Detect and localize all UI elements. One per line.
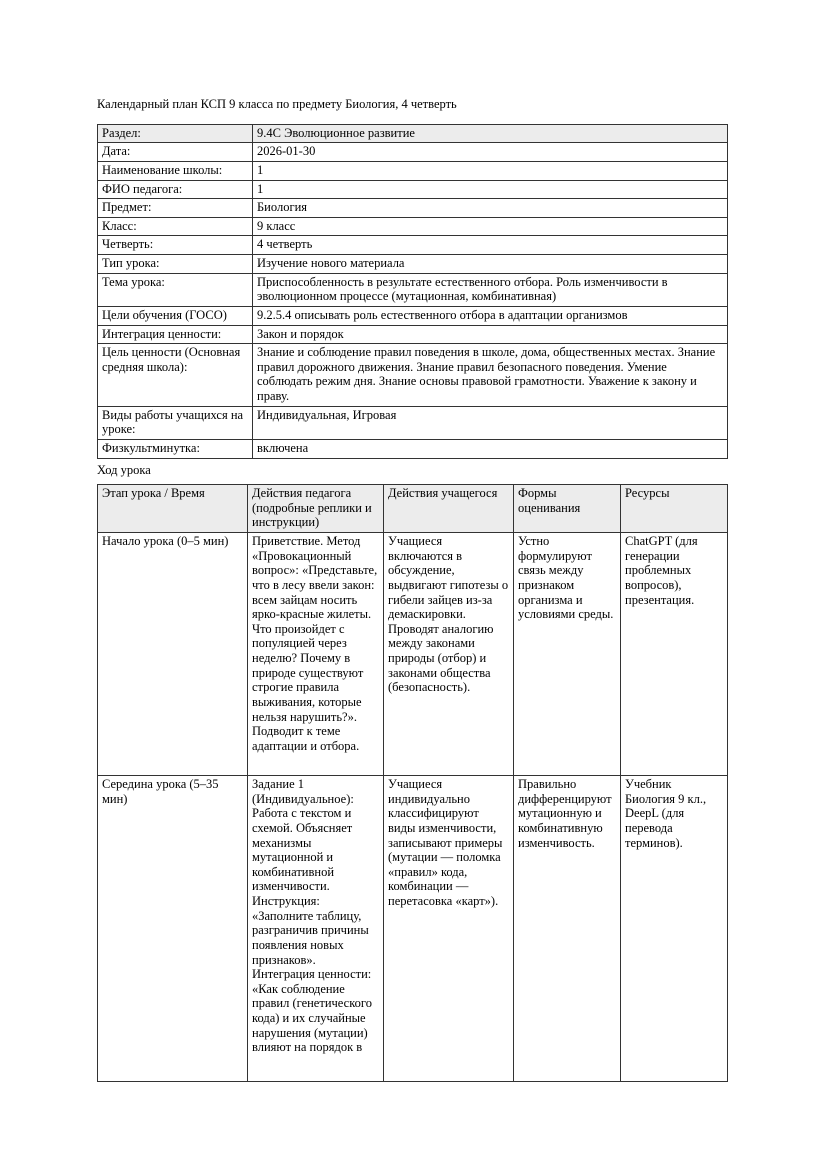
info-value: 9.4C Эволюционное развитие [253, 124, 728, 143]
table-row [98, 255, 728, 274]
info-value: Индивидуальная, Игровая [253, 406, 728, 439]
student-actions-cell: Учащиеся включаются в обсуждение, выдвигают гипотезы о гибели зайцев из-за демаскировки. Проводят аналогию между законами природы (отбор) и законами общества (безопасность). [384, 533, 514, 776]
lesson-flow-table [97, 484, 728, 1082]
table-header-row [98, 485, 728, 533]
assessment-cell: Устно формулируют связь между признаком организма и условиями среды. [514, 533, 621, 776]
info-label: Наименование школы: [98, 161, 253, 180]
info-label: Тема урока: [98, 273, 253, 306]
info-value: Биология [253, 199, 728, 218]
section-heading: Ход урока [97, 462, 151, 477]
table-row [98, 236, 728, 255]
column-header-stage: Этап урока / Время [98, 485, 248, 533]
info-label: Виды работы учащихся на уроке: [98, 406, 253, 439]
table-row [98, 325, 728, 344]
column-header-assessment: Формы оценивания [514, 485, 621, 533]
info-label: Дата: [98, 143, 253, 162]
table-row [98, 143, 728, 162]
column-header-teacher-actions: Действия педагога (подробные реплики и инструкции) [248, 485, 384, 533]
info-label: ФИО педагога: [98, 180, 253, 199]
teacher-actions-cell: Задание 1 (Индивидуальное): Работа с текстом и схемой. Объясняет механизмы мутационной и комбинативной изменчивости. Инструкция: «Заполните таблицу, разграничив причины появления новых признаков». Интеграция ценности: «Как соблюдение правил (генетического кода) и их случайные нарушения (мутации) влияют на порядок в [248, 776, 384, 1082]
assessment-cell: Правильно дифференцируют мутационную и комбинативную изменчивость. [514, 776, 621, 1082]
table-row [98, 180, 728, 199]
info-value: Закон и порядок [253, 325, 728, 344]
table-row [98, 344, 728, 407]
info-label: Раздел: [98, 124, 253, 143]
info-label: Четверть: [98, 236, 253, 255]
info-value: 1 [253, 161, 728, 180]
table-row [98, 161, 728, 180]
info-label: Физкультминутка: [98, 439, 253, 458]
info-label: Интеграция ценности: [98, 325, 253, 344]
info-value: 4 четверть [253, 236, 728, 255]
table-row [98, 217, 728, 236]
column-header-student-actions: Действия учащегося [384, 485, 514, 533]
column-header-resources: Ресурсы [621, 485, 728, 533]
table-row [98, 776, 728, 1082]
info-label: Предмет: [98, 199, 253, 218]
table-row [98, 273, 728, 306]
document-title: Календарный план КСП 9 класса по предмету Биология, 4 четверть [97, 97, 457, 111]
lesson-info-table [97, 124, 728, 459]
table-row [98, 199, 728, 218]
info-value: 2026-01-30 [253, 143, 728, 162]
stage-cell: Начало урока (0–5 мин) [98, 533, 248, 776]
teacher-actions-cell: Приветствие. Метод «Провокационный вопрос»: «Представьте, что в лесу ввели закон: всем зайцам носить ярко-красные жилеты. Что произойдет с популяцией через неделю? Почему в природе существуют строгие правила выживания, которые нельзя нарушить?». Подводит к теме адаптации и отбора. [248, 533, 384, 776]
info-label: Класс: [98, 217, 253, 236]
stage-cell: Середина урока (5–35 мин) [98, 776, 248, 1082]
info-label: Цели обучения (ГОСО) [98, 306, 253, 325]
info-value: Приспособленность в результате естественного отбора. Роль изменчивости в эволюционном процессе (мутационная, комбинативная) [253, 273, 728, 306]
table-row [98, 124, 728, 143]
info-value: включена [253, 439, 728, 458]
student-actions-cell: Учащиеся индивидуально классифицируют виды изменчивости, записывают примеры (мутации — поломка «правил» кода, комбинации — перетасовка «карт»). [384, 776, 514, 1082]
resources-cell: ChatGPT (для генерации проблемных вопросов), презентация. [621, 533, 728, 776]
info-value: Знание и соблюдение правил поведения в школе, дома, общественных местах. Знание правил дорожного движения. Знание правил безопасного поведения. Умение соблюдать режим дня. Знание основы правовой грамотности. Уважение к закону и праву. [253, 344, 728, 407]
table-row [98, 439, 728, 458]
table-row [98, 406, 728, 439]
resources-cell: Учебник Биология 9 кл., DeepL (для перевода терминов). [621, 776, 728, 1082]
info-label: Цель ценности (Основная средняя школа): [98, 344, 253, 407]
table-row [98, 306, 728, 325]
info-label: Тип урока: [98, 255, 253, 274]
table-row [98, 533, 728, 776]
info-value: 9 класс [253, 217, 728, 236]
info-value: Изучение нового материала [253, 255, 728, 274]
info-value: 9.2.5.4 описывать роль естественного отбора в адаптации организмов [253, 306, 728, 325]
info-value: 1 [253, 180, 728, 199]
